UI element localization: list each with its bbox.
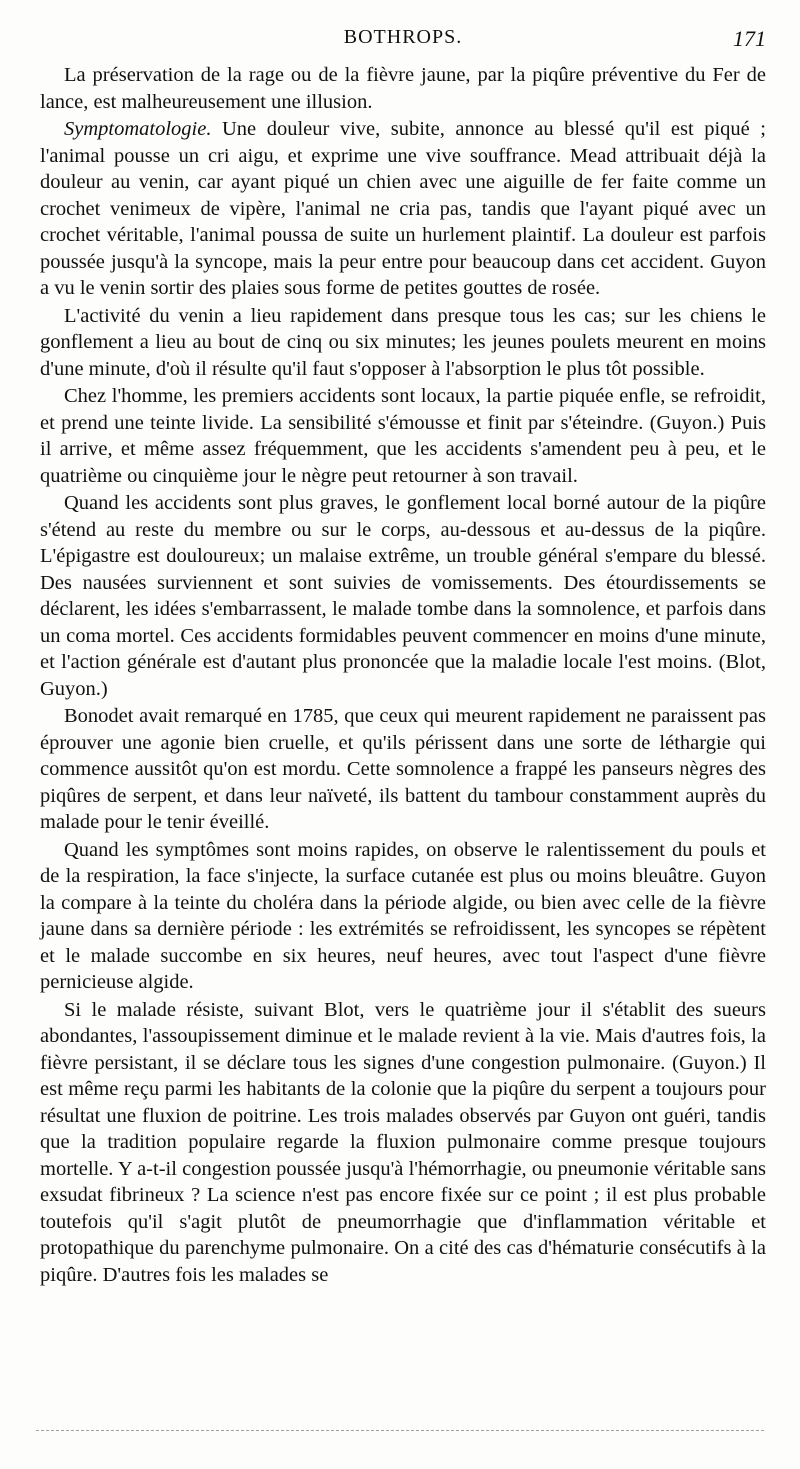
running-head <box>40 26 766 56</box>
paragraph <box>40 62 766 115</box>
page-number: 171 <box>733 26 766 51</box>
scan-footer-artifact <box>36 1430 764 1431</box>
section-lead-in: Symptomatologie. <box>64 118 212 140</box>
paragraph <box>40 116 766 302</box>
paragraph <box>40 997 766 1289</box>
running-title: BOTHROPS. <box>343 26 463 48</box>
paragraph-text: Quand les accidents sont plus graves, le gonflement local borné autour de la piqûre s'étend au reste du membre ou sur le corps, au-dessous et au-dessus de la piqûre. L'épigastre est douloureux; un malaise extrême, un trouble général s'empare du blessé. Des nausées surviennent et sont suivies de vomissements. Des étourdissements se déclarent, les idées s'embarrassent, le malade tombe dans la somnolence, et parfois dans un coma mortel. Ces accidents formidables peuvent commencer en moins d'une minute, et l'action générale est d'autant plus prononcée que la maladie locale l'est moins. (Blot, Guyon.) <box>40 492 766 700</box>
paragraph <box>40 837 766 996</box>
paragraph-text: Chez l'homme, les premiers accidents sont locaux, la partie piquée enfle, se refroidit, et prend une teinte livide. La sensibilité s'émousse et finit par s'éteindre. (Guyon.) Puis il arrive, et même assez fréquemment, que les accidents s'amendent peu à peu, et le quatrième ou cinquième jour le nègre peut retourner à son travail. <box>40 385 766 487</box>
paragraph <box>40 703 766 836</box>
paragraph-text: L'activité du venin a lieu rapidement dans presque tous les cas; sur les chiens le gonflement a lieu au bout de cinq ou six minutes; les jeunes poulets meurent en moins d'une minute, d'où il résulte qu'il faut s'opposer à l'absorption le plus tôt possible. <box>40 304 766 380</box>
paragraph <box>40 303 766 383</box>
paragraph <box>40 490 766 702</box>
paragraph-text: Bonodet avait remarqué en 1785, que ceux qui meurent rapidement ne paraissent pas éprouver une agonie bien cruelle, et qu'ils périssent dans une sorte de léthargie qui commence aussitôt qu'on est mordu. Cette somnolence a frappé les panseurs nègres des piqûres de serpent, et dans leur naïveté, ils battent du tambour constamment auprès du malade pour le tenir éveillé. <box>40 705 766 833</box>
paragraph-text: Quand les symptômes sont moins rapides, on observe le ralentissement du pouls et de la respiration, la face s'injecte, la surface cutanée est plus ou moins bleuâtre. Guyon la compare à la teinte du choléra dans la période algide, ou bien avec celle de la fièvre jaune dans sa dernière période : les extrémités se refroidissent, les syncopes se répètent et le malade succombe en six heures, neuf heures, avec tout l'aspect d'une fièvre pernicieuse algide. <box>40 838 766 993</box>
paragraph <box>40 383 766 489</box>
paragraph-text: Si le malade résiste, suivant Blot, vers le quatrième jour il s'établit des sueurs abondantes, l'assoupissement diminue et le malade revient à la vie. Mais d'autres fois, la fièvre persistant, il se déclare tous les signes d'une congestion pulmonaire. (Guyon.) Il est même reçu parmi les habitants de la colonie que la piqûre du serpent a toujours pour résultat une fluxion de poitrine. Les trois malades observés par Guyon ont guéri, tandis que la tradition populaire regarde la fluxion pulmonaire comme presque toujours mortelle. Y a-t-il congestion poussée jusqu'à l'hémorrhagie, ou pneumonie véritable sans exsudat fibrineux ? La science n'est pas encore fixée sur ce point ; il est plus probable toutefois qu'il s'agit plutôt de pneumorrhagie que d'inflammation véritable et protopathique du parenchyme pulmonaire. On a cité des cas d'hématurie consécutifs à la piqûre. D'autres fois les malades se <box>40 998 766 1286</box>
paragraph-text: Une douleur vive, subite, annonce au blessé qu'il est piqué ; l'animal pousse un cri aigu, et exprime une vive souffrance. Mead attribuait déjà la douleur au venin, car ayant piqué un chien avec une aiguille de fer faite comme un crochet venimeux de vipère, l'animal ne cria pas, tandis que l'ayant piqué avec un crochet véritable, l'animal poussa de suite un hurlement plaintif. La douleur est parfois poussée jusqu'à la syncope, mais la peur entre pour beaucoup dans cet accident. Guyon a vu le venin sortir des plaies sous forme de petites gouttes de rosée. <box>40 118 766 299</box>
body-text <box>40 62 766 1289</box>
paragraph-text: La préservation de la rage ou de la fièvre jaune, par la piqûre préventive du Fer de lance, est malheureusement une illusion. <box>40 64 766 113</box>
